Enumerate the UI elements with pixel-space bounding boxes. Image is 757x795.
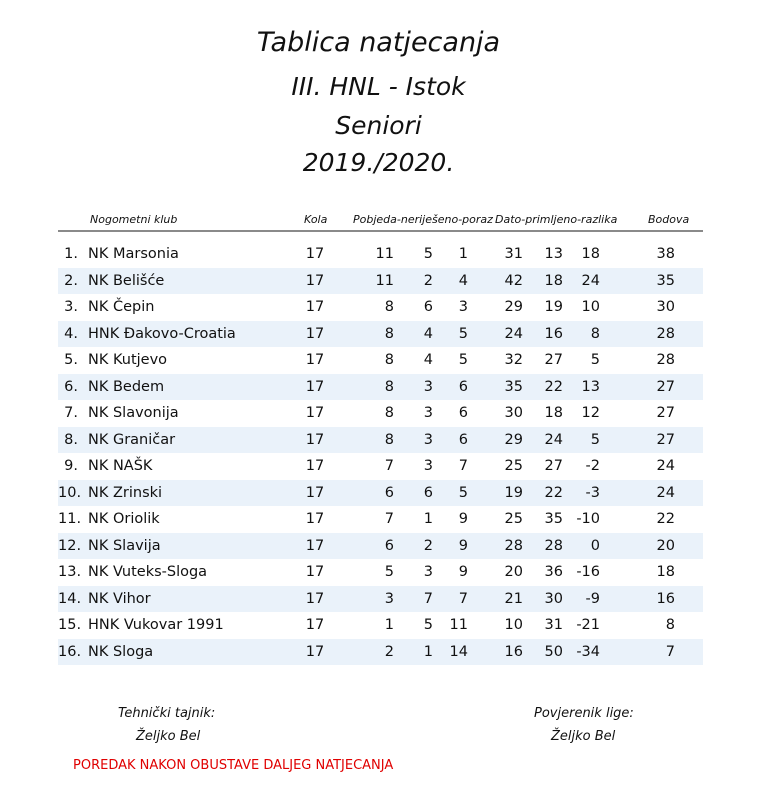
- wins-cell: 11: [375, 272, 394, 289]
- rank-cell: 6.: [64, 378, 78, 395]
- wins-cell: 5: [384, 564, 394, 580]
- goal-difference-cell: 5: [590, 352, 600, 368]
- losses-cell: 3: [458, 299, 468, 315]
- losses-cell: 1: [458, 246, 468, 262]
- column-header-points: Bodova: [648, 213, 690, 226]
- league-commissioner-label: Povjerenik lige:: [534, 706, 634, 721]
- goals-against-cell: 13: [544, 246, 563, 262]
- goals-for-cell: 29: [504, 299, 523, 315]
- losses-cell: 6: [458, 378, 468, 395]
- table-row: [58, 241, 703, 267]
- club-name-cell: NK Slavija: [88, 537, 161, 554]
- points-cell: 16: [656, 590, 675, 607]
- club-name-cell: HNK Vukovar 1991: [88, 617, 224, 633]
- points-cell: 7: [665, 643, 675, 660]
- goals-for-cell: 32: [504, 352, 523, 368]
- goal-difference-cell: -21: [576, 617, 600, 633]
- played-cell: 17: [305, 511, 325, 527]
- table-row: [58, 480, 703, 506]
- draws-cell: 4: [423, 325, 433, 342]
- wins-cell: 2: [384, 643, 394, 660]
- goal-difference-cell: -34: [576, 643, 600, 660]
- goals-against-cell: 18: [544, 272, 563, 289]
- draws-cell: 2: [423, 272, 433, 289]
- played-cell: 17: [305, 484, 325, 501]
- losses-cell: 5: [458, 325, 468, 342]
- club-name-cell: NK Čepin: [88, 299, 155, 315]
- league-name: III. HNL - Istok: [291, 72, 466, 101]
- table-row: [58, 427, 703, 453]
- losses-cell: 6: [458, 405, 468, 421]
- points-cell: 27: [656, 405, 675, 421]
- draws-cell: 4: [423, 352, 433, 368]
- played-cell: 17: [305, 564, 325, 580]
- played-cell: 17: [305, 590, 325, 607]
- losses-cell: 6: [458, 431, 468, 448]
- wins-cell: 8: [384, 378, 394, 395]
- goal-difference-cell: 5: [590, 431, 600, 448]
- losses-cell: 11: [449, 617, 468, 633]
- played-cell: 17: [305, 378, 325, 395]
- goals-for-cell: 42: [504, 272, 523, 289]
- club-name-cell: NK Marsonia: [88, 246, 179, 262]
- points-cell: 35: [656, 272, 675, 289]
- club-name-cell: NK Zrinski: [88, 484, 163, 501]
- goals-for-cell: 31: [504, 246, 523, 262]
- rank-cell: 2.: [64, 272, 78, 289]
- technical-secretary-label: Tehnički tajnik:: [118, 706, 216, 721]
- goal-difference-cell: 12: [581, 405, 600, 421]
- goal-difference-cell: 13: [581, 378, 600, 395]
- points-cell: 8: [665, 617, 675, 633]
- table-row: [58, 400, 703, 426]
- goal-difference-cell: 24: [581, 272, 600, 289]
- played-cell: 17: [305, 431, 325, 448]
- goals-against-cell: 28: [544, 537, 563, 554]
- club-name-cell: NK Vuteks-Sloga: [88, 564, 208, 580]
- goals-against-cell: 19: [544, 299, 563, 315]
- goal-difference-cell: 18: [581, 246, 600, 262]
- goals-for-cell: 24: [504, 325, 523, 342]
- points-cell: 22: [656, 511, 675, 527]
- draws-cell: 1: [423, 511, 433, 527]
- played-cell: 17: [305, 458, 325, 474]
- wins-cell: 7: [384, 511, 394, 527]
- goals-against-cell: 31: [544, 617, 563, 633]
- club-name-cell: NK Bedem: [88, 378, 165, 395]
- column-header-goals: Dato-primljeno-razlika: [495, 213, 618, 226]
- wins-cell: 8: [384, 431, 394, 448]
- suspension-notice: POREDAK NAKON OBUSTAVE DALJEG NATJECANJA: [73, 758, 394, 773]
- points-cell: 24: [656, 458, 675, 474]
- losses-cell: 5: [458, 484, 468, 501]
- table-row: [58, 268, 703, 294]
- points-cell: 28: [656, 325, 675, 342]
- table-row: [58, 347, 703, 373]
- goals-against-cell: 22: [544, 484, 563, 501]
- wins-cell: 1: [384, 617, 394, 633]
- category-name: Seniori: [335, 111, 422, 140]
- losses-cell: 9: [458, 537, 468, 554]
- rank-cell: 9.: [64, 458, 78, 474]
- page-title: Tablica natjecanja: [256, 27, 501, 58]
- club-name-cell: NK Vihor: [88, 590, 151, 607]
- draws-cell: 7: [423, 590, 433, 607]
- wins-cell: 6: [384, 537, 394, 554]
- wins-cell: 8: [384, 299, 394, 315]
- draws-cell: 2: [423, 537, 433, 554]
- played-cell: 17: [305, 643, 325, 660]
- played-cell: 17: [305, 246, 325, 262]
- points-cell: 20: [656, 537, 675, 554]
- goals-against-cell: 35: [544, 511, 563, 527]
- table-row: [58, 586, 703, 612]
- club-name-cell: NK Belišće: [88, 272, 165, 289]
- losses-cell: 9: [458, 511, 468, 527]
- goals-for-cell: 19: [504, 484, 523, 501]
- goal-difference-cell: -10: [576, 511, 600, 527]
- points-cell: 27: [656, 431, 675, 448]
- goal-difference-cell: -3: [585, 484, 600, 501]
- points-cell: 28: [656, 352, 675, 368]
- rank-cell: 1.: [64, 246, 78, 262]
- goals-for-cell: 10: [504, 617, 523, 633]
- losses-cell: 7: [458, 590, 468, 607]
- draws-cell: 5: [423, 617, 433, 633]
- played-cell: 17: [305, 405, 325, 421]
- goals-for-cell: 29: [504, 431, 523, 448]
- column-header-club: Nogometni klub: [90, 213, 178, 226]
- goals-for-cell: 30: [504, 405, 523, 421]
- club-name-cell: HNK Đakovo-Croatia: [88, 325, 236, 342]
- club-name-cell: NK Graničar: [88, 431, 176, 448]
- goals-against-cell: 22: [544, 378, 563, 395]
- goals-for-cell: 16: [504, 643, 523, 660]
- goals-for-cell: 35: [504, 378, 523, 395]
- club-name-cell: NK Sloga: [88, 643, 154, 660]
- goals-against-cell: 27: [544, 458, 563, 474]
- draws-cell: 3: [423, 564, 433, 580]
- goal-difference-cell: 0: [590, 537, 600, 554]
- points-cell: 27: [656, 378, 675, 395]
- goal-difference-cell: 10: [581, 299, 600, 315]
- draws-cell: 6: [423, 484, 433, 501]
- losses-cell: 5: [458, 352, 468, 368]
- rank-cell: 12.: [58, 537, 82, 554]
- goals-against-cell: 16: [544, 325, 563, 342]
- draws-cell: 3: [423, 458, 433, 474]
- played-cell: 17: [305, 325, 325, 342]
- losses-cell: 4: [458, 272, 468, 289]
- goals-against-cell: 18: [544, 405, 563, 421]
- rank-cell: 3.: [64, 299, 78, 315]
- table-row: [58, 374, 703, 400]
- played-cell: 17: [305, 617, 325, 633]
- losses-cell: 14: [449, 643, 468, 660]
- played-cell: 17: [305, 352, 325, 368]
- column-header-played: Kola: [304, 213, 328, 226]
- draws-cell: 1: [423, 643, 433, 660]
- rank-cell: 13.: [58, 564, 82, 580]
- goals-for-cell: 20: [504, 564, 523, 580]
- table-row: [58, 639, 703, 665]
- club-name-cell: NK Slavonija: [88, 405, 179, 421]
- goal-difference-cell: -16: [576, 564, 600, 580]
- technical-secretary-name: Željko Bel: [136, 729, 201, 744]
- rank-cell: 16.: [58, 643, 82, 660]
- goals-against-cell: 27: [544, 352, 563, 368]
- rank-cell: 5.: [64, 352, 78, 368]
- header-divider: [58, 230, 703, 232]
- goals-for-cell: 28: [504, 537, 523, 554]
- goals-against-cell: 30: [544, 590, 563, 607]
- rank-cell: 15.: [58, 617, 82, 633]
- rank-cell: 14.: [58, 590, 82, 607]
- losses-cell: 9: [458, 564, 468, 580]
- draws-cell: 3: [423, 405, 433, 421]
- rank-cell: 7.: [64, 405, 78, 421]
- table-row: [58, 321, 703, 347]
- rank-cell: 10.: [58, 484, 82, 501]
- draws-cell: 3: [423, 431, 433, 448]
- played-cell: 17: [305, 537, 325, 554]
- table-row: [58, 612, 703, 638]
- points-cell: 30: [656, 299, 675, 315]
- league-commissioner-name: Željko Bel: [551, 729, 616, 744]
- wins-cell: 7: [384, 458, 394, 474]
- played-cell: 17: [305, 272, 325, 289]
- wins-cell: 3: [384, 590, 394, 607]
- table-row: [58, 559, 703, 585]
- table-row: [58, 294, 703, 320]
- points-cell: 24: [656, 484, 675, 501]
- draws-cell: 5: [423, 246, 433, 262]
- goal-difference-cell: -9: [585, 590, 600, 607]
- goals-against-cell: 24: [544, 431, 563, 448]
- wins-cell: 8: [384, 405, 394, 421]
- played-cell: 17: [305, 299, 325, 315]
- wins-cell: 8: [384, 325, 394, 342]
- goals-against-cell: 36: [544, 564, 563, 580]
- draws-cell: 3: [423, 378, 433, 395]
- column-header-wdl: Pobjeda-neriješeno-poraz: [353, 213, 493, 226]
- wins-cell: 8: [384, 352, 394, 368]
- table-row: [58, 506, 703, 532]
- wins-cell: 6: [384, 484, 394, 501]
- goals-for-cell: 25: [504, 511, 523, 527]
- club-name-cell: NK Oriolik: [88, 511, 160, 527]
- club-name-cell: NK NAŠK: [88, 458, 153, 474]
- points-cell: 38: [656, 246, 675, 262]
- goal-difference-cell: -2: [585, 458, 600, 474]
- table-row: [58, 453, 703, 479]
- goals-for-cell: 25: [504, 458, 523, 474]
- losses-cell: 7: [458, 458, 468, 474]
- draws-cell: 6: [423, 299, 433, 315]
- goals-for-cell: 21: [504, 590, 523, 607]
- points-cell: 18: [656, 564, 675, 580]
- rank-cell: 8.: [64, 431, 78, 448]
- goals-against-cell: 50: [544, 643, 563, 660]
- rank-cell: 11.: [58, 511, 82, 527]
- rank-cell: 4.: [64, 325, 78, 342]
- season-label: 2019./2020.: [302, 148, 455, 177]
- goal-difference-cell: 8: [590, 325, 600, 342]
- table-row: [58, 533, 703, 559]
- wins-cell: 11: [375, 246, 394, 262]
- club-name-cell: NK Kutjevo: [88, 352, 168, 368]
